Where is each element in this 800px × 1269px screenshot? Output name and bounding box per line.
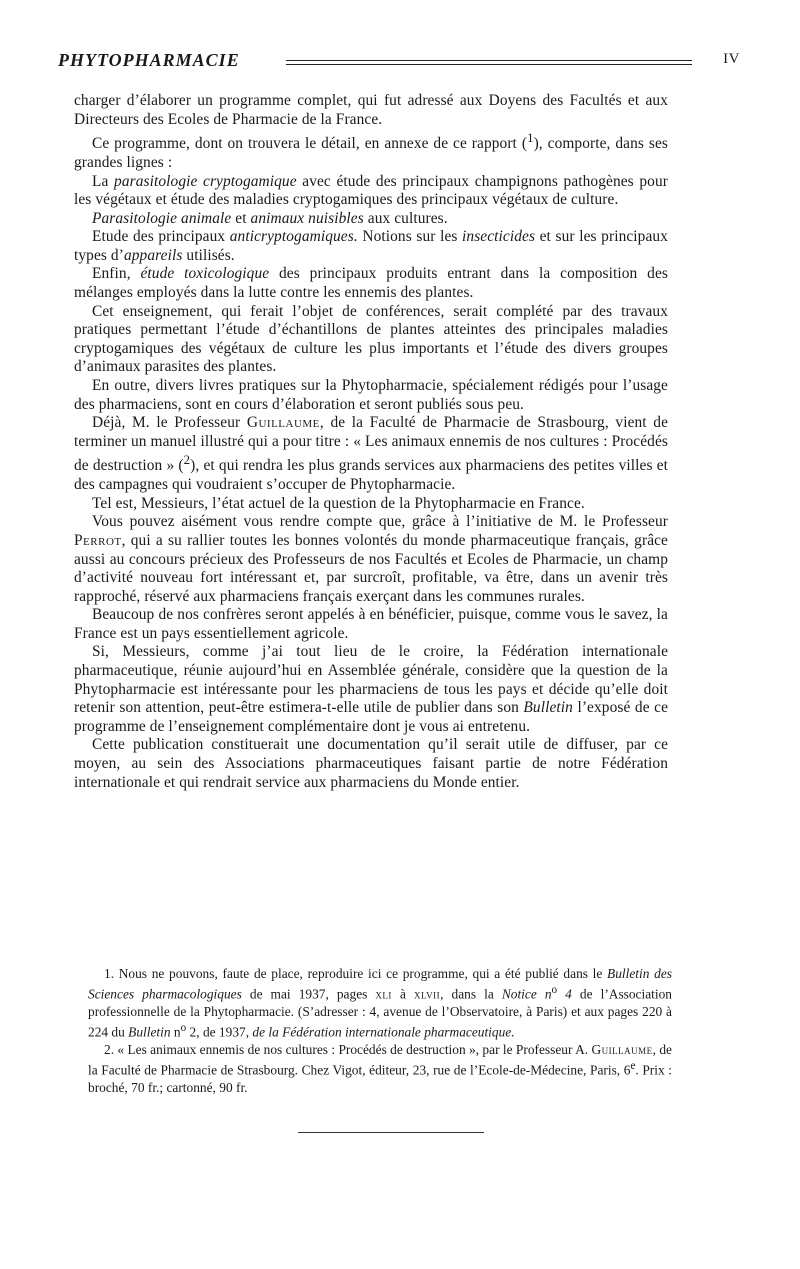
footnote-ref: 2 — [183, 453, 191, 468]
paragraph: Cette publication constituerait une documentation qu’il serait utile de diffuser, par ce moyen, au sein des Associations pharmaceutiques faisant partie de notre Fédération internationale et qui rendrait service aux pharmaciens du Monde entier. — [74, 736, 668, 791]
running-title: PHYTOPHARMACIE — [58, 50, 240, 70]
paragraph: Beaucoup de nos confrères seront appelés à en bénéficier, puisque, comme vous le savez, la France est un pays essentiellement agricole. — [74, 606, 668, 642]
paragraph: La parasitologie cryptogamique avec étude des principaux champignons pathogènes pour les végétaux et étude des maladies cryptogamiques des principaux végétaux de culture. — [74, 172, 668, 209]
footnote: 1. Nous ne pouvons, faute de place, reproduire ici ce programme, qui a été publié dans le Bulletin des Sciences pharmacologiques de mai 1937, pages xli à xlvii, dans la Notice $n^o$ 4 de l’Association professionnelle de la Phytopharmacie. (S’adresser : 4, avenue de l’Observatoire, à Paris) et aux pages 220 à 224 du Bulletin $n^o$ 2, de 1937, de la Fédération internationale pharmaceutique. — [88, 966, 672, 1040]
page-number: IV — [723, 51, 740, 67]
author-name: Perrot — [74, 531, 122, 549]
page-header — [58, 50, 742, 74]
paragraph: En outre, divers livres pratiques sur la Phytopharmacie, spécialement rédigés pour l’usage des pharmaciens, sont en cours d’élaboration et seront publiés sous peu. — [74, 377, 668, 413]
paragraph: Vous pouvez aisément vous rendre compte que, grâce à l’initiative de M. le Professeur Perrot, qui a su rallier toutes les bonnes volontés du monde pharmaceutique français, grâce aussi au concours précieux des Professeurs de nos Facultés et Ecoles de Pharmacie, un champ d’activité nouveau fort intéressant et, par surcroît, profitable, va être, dans un avenir très rapproché, réservé aux pharmaciens français exerçant dans les communes rurales. — [74, 513, 668, 605]
paragraph: Tel est, Messieurs, l’état actuel de la question de la Phytopharmacie en France. — [92, 494, 585, 512]
header-rule — [286, 64, 692, 65]
paragraph: Ce programme, dont on trouvera le détail, en annexe de ce rapport ($^1$), comporte, dans ses grandes lignes : — [74, 131, 668, 171]
paragraph: charger d’élaborer un programme complet, qui fut adressé aux Doyens des Facultés et aux Directeurs des Ecoles de Pharmacie de la France. — [74, 92, 668, 128]
footnote-ref: 1 — [527, 131, 534, 146]
author-name: Guillaume — [246, 414, 320, 432]
paragraph: Déjà, M. le Professeur Guillaume, de la Faculté de Pharmacie de Strasbourg, vient de terminer un manuel illustré qui a pour titre : « Les animaux ennemis de nos cultures : Procédés de destruction » ($^2$), et qui rendra les plus grands services aux pharmaciens des petites villes et des campagnes qui voudraient s’occuper de Phytopharmacie. — [74, 414, 669, 494]
header-rule — [286, 60, 692, 61]
footnotes — [88, 965, 672, 1096]
paragraph: Si, Messieurs, comme j’ai tout lieu de le croire, la Fédération internationale pharmaceutique, réunie aujourd’hui en Assemblée générale, considère que la question de la Phytopharmacie est intéressante pour les pharmaciens de tous les pays et décide qu’elle doit retenir son attention, peut-être estimera-t-elle utile de publier dans son Bulletin l’exposé de ce programme de l’enseignement complémentaire dont je vous ai entretenu. — [74, 643, 668, 735]
footnote: 2. « Les animaux ennemis de nos cultures : Procédés de destruction », par le Professeur A. Guillaume, de la Faculté de Pharmacie de Strasbourg. Chez Vigot, éditeur, 23, rue de l’Ecole-de-Médecine, Paris, 6e. Prix : broché, 70 fr.; cartonné, 90 fr. — [88, 1041, 672, 1095]
paragraph: Enfin, étude toxicologique des principaux produits entrant dans la composition des mélanges employés dans la lutte contre les ennemis des plantes. — [74, 265, 668, 302]
paragraph: Cet enseignement, qui ferait l’objet de conférences, serait complété par des travaux pratiques permettant l’étude d’échantillons de plantes atteintes des principales maladies cryptogamiques des végétaux de culture les plus importants et l’étude des divers groupes d’animaux parasites des plantes. — [74, 302, 668, 376]
body-text — [74, 92, 668, 792]
paragraph: Parasitologie animale et animaux nuisibles aux cultures. — [92, 209, 448, 227]
footer-rule — [298, 1132, 484, 1133]
paragraph: Etude des principaux anticryptogamiques. Notions sur les insecticides et sur les principaux types d’appareils utilisés. — [74, 228, 668, 264]
